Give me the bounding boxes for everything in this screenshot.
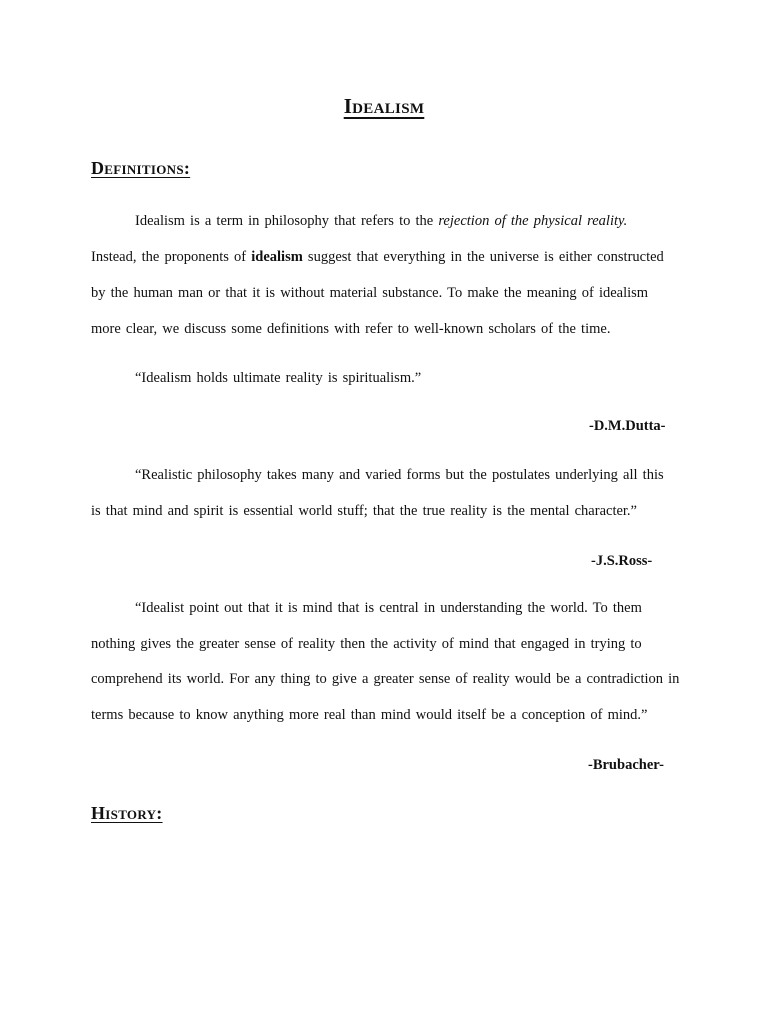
quote-3-line-4: terms because to know anything more real than mind would itself be a conception of mind.” <box>91 707 648 723</box>
quote-3-author: -Brubacher- <box>588 757 664 773</box>
quote-3-line-3: comprehend its world. For any thing to give a greater sense of reality would be a contradiction in <box>91 671 680 687</box>
intro-line-3: by the human man or that it is without material substance. To make the meaning of idealism <box>91 285 649 301</box>
intro-line-2-rest: suggest that everything in the universe is either constructed <box>302 249 664 265</box>
intro-line-2 <box>91 249 681 266</box>
history-heading: History: <box>91 803 163 823</box>
quote-2-line-2: is that mind and spirit is essential world stuff; that the true reality is the mental character.” <box>91 503 637 519</box>
quote-3-line-1: “Idealist point out that it is mind that is central in understanding the world. To them <box>135 600 642 616</box>
intro-line-1-text: Idealism is a term in philosophy that refers to the <box>135 213 439 229</box>
quote-3-line-2: nothing gives the greater sense of reality then the activity of mind that engaged in trying to <box>91 636 642 652</box>
quote-1-line-1: “Idealism holds ultimate reality is spiritualism.” <box>135 370 422 386</box>
intro-line-4: more clear, we discuss some definitions with refer to well-known scholars of the time. <box>91 321 611 337</box>
quote-2-line-1: “Realistic philosophy takes many and varied forms but the postulates underlying all this <box>135 467 664 483</box>
intro-line-2-keyword: idealism <box>251 249 303 265</box>
definitions-heading: Definitions: <box>91 158 191 178</box>
intro-line-1-emphasis: rejection of the physical reality. <box>438 213 628 229</box>
quote-2-author: -J.S.Ross- <box>591 553 653 569</box>
intro-line-2-text: Instead, the proponents of <box>91 249 252 265</box>
quote-1-author: -D.M.Dutta- <box>589 418 666 434</box>
intro-line-1 <box>135 213 725 230</box>
page-title: Idealism <box>343 94 425 118</box>
